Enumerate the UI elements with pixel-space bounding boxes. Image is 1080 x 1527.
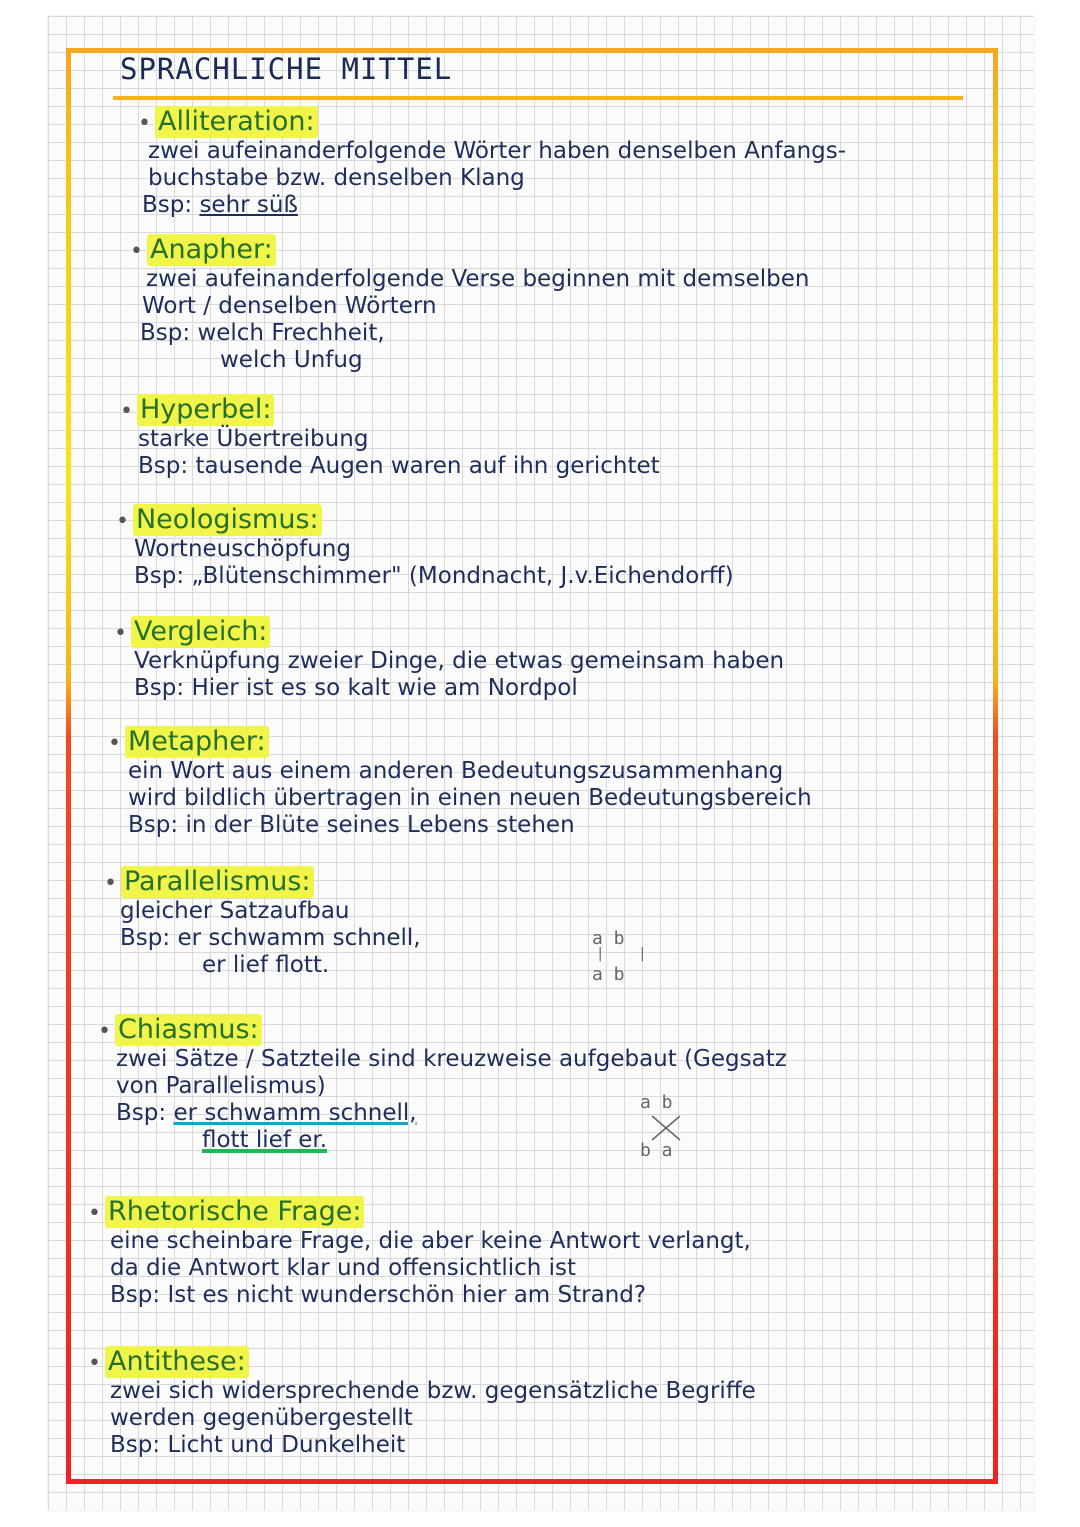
example-label: Bsp: [142,192,193,218]
example-text: Ist es nicht wunderschön hier am Strand? [167,1282,647,1308]
example-label: Bsp: [120,925,171,951]
definition-line: Wortneuschöpfung [134,536,351,562]
page-title: SPRACHLICHE MITTEL [120,52,453,86]
example-text: sehr süß [199,192,298,218]
example-label: Bsp: [116,1100,167,1126]
term-label: Anapher: [147,234,276,266]
term-label: Rhetorische Frage: [105,1196,364,1228]
entry-hyperbel: • Hyperbel: starke Übertreibung Bsp: tausende Augen waren auf ihn gerichtet [120,394,660,479]
example-label: Bsp: [140,320,191,346]
parallel-diagram-bottom: a b [592,964,625,985]
example-text: in der Blüte seines Lebens stehen [185,812,575,838]
example-text: flott lief er. [202,1127,328,1153]
example-label: Bsp: [110,1432,161,1458]
definition-line: ein Wort aus einem anderen Bedeutungszusammenhang [128,758,784,784]
chiasmus-diagram-top: a b [640,1092,673,1113]
definition-line: Wort / denselben Wörtern [142,293,437,319]
definition-line: buchstabe bzw. denselben Klang [148,165,525,191]
example-label: Bsp: [134,675,185,701]
example-label: Bsp: [128,812,179,838]
definition-line: zwei sich widersprechende bzw. gegensätzliche Begriffe [110,1378,756,1404]
entry-parallelismus: • Parallelismus: gleicher Satzaufbau Bsp: er schwamm schnell, er lief flott. [104,866,421,978]
example-text: er schwamm schnell, [177,925,421,951]
definition-line: wird bildlich übertragen in einen neuen Bedeutungsbereich [128,785,812,811]
entry-anapher: • Anapher: zwei aufeinanderfolgende Verse beginnen mit demselben Wort / denselben Wörtern Bsp: welch Frechheit, welch Unfug [130,234,810,373]
entry-vergleich: • Vergleich: Verknüpfung zweier Dinge, die etwas gemeinsam haben Bsp: Hier ist es so kalt wie am Nordpol [114,616,785,701]
definition-line: zwei Sätze / Satzteile sind kreuzweise aufgebaut (Gegsatz [116,1046,787,1072]
example-text: er lief flott. [202,952,330,978]
entry-antithese: • Antithese: zwei sich widersprechende bzw. gegensätzliche Begriffe werden gegenübergestellt Bsp: Licht und Dunkelheit [88,1346,756,1458]
definition-line: von Parallelismus) [116,1073,326,1099]
entry-neologismus: • Neologismus: Wortneuschöpfung Bsp: „Blütenschimmer" (Mondnacht, J.v.Eichendorff) [116,504,734,589]
definition-line: werden gegenübergestellt [110,1405,413,1431]
term-label: Alliteration: [155,106,318,138]
term-label: Neologismus: [133,504,322,536]
parallel-diagram-connector: | | [596,946,647,962]
term-label: Metapher: [125,726,269,758]
example-label: Bsp: [110,1282,161,1308]
term-label: Vergleich: [131,616,270,648]
example-text: „Blütenschimmer" (Mondnacht, J.v.Eichendorff) [191,563,734,589]
example-text: Licht und Dunkelheit [167,1432,406,1458]
definition-line: zwei aufeinanderfolgende Verse beginnen mit demselben [146,266,810,292]
example-text: welch Unfug [220,347,363,373]
definition-line: gleicher Satzaufbau [120,898,350,924]
chiasmus-diagram-bottom: b a [640,1140,673,1161]
term-label: Parallelismus: [121,866,314,898]
entry-metapher: • Metapher: ein Wort aus einem anderen Bedeutungszusammenhang wird bildlich übertragen in einen neuen Bedeutungsbereich Bsp: in der Blüte seines Lebens stehen [108,726,812,838]
title-divider [113,96,963,100]
example-text: welch Frechheit, [197,320,385,346]
example-text: tausende Augen waren auf ihn gerichtet [195,453,660,479]
definition-line: eine scheinbare Frage, die aber keine Antwort verlangt, [110,1228,751,1254]
example-text: er schwamm schnell, [173,1100,417,1126]
parallel-diagram-top: a b [592,928,625,949]
definition-line: zwei aufeinanderfolgende Wörter haben denselben Anfangs- [148,138,847,164]
definition-line: Verknüpfung zweier Dinge, die etwas gemeinsam haben [134,648,785,674]
term-label: Antithese: [105,1346,249,1378]
entry-rhetorische-frage: • Rhetorische Frage: eine scheinbare Frage, die aber keine Antwort verlangt, da die Antwort klar und offensichtlich ist Bsp: Ist es nicht wunderschön hier am Strand? [88,1196,751,1308]
definition-line: da die Antwort klar und offensichtlich ist [110,1255,577,1281]
example-label: Bsp: [134,563,185,589]
example-text: Hier ist es so kalt wie am Nordpol [191,675,578,701]
example-label: Bsp: [138,453,189,479]
entry-chiasmus: • Chiasmus: zwei Sätze / Satzteile sind kreuzweise aufgebaut (Gegsatz von Parallelismus) Bsp: er schwamm schnell, flott lief er. [98,1014,787,1153]
term-label: Hyperbel: [137,394,274,426]
term-label: Chiasmus: [115,1014,262,1046]
entry-alliteration: • Alliteration: zwei aufeinanderfolgende Wörter haben denselben Anfangs- buchstabe bzw. denselben Klang Bsp: sehr süß [138,106,847,218]
definition-line: starke Übertreibung [138,426,369,452]
